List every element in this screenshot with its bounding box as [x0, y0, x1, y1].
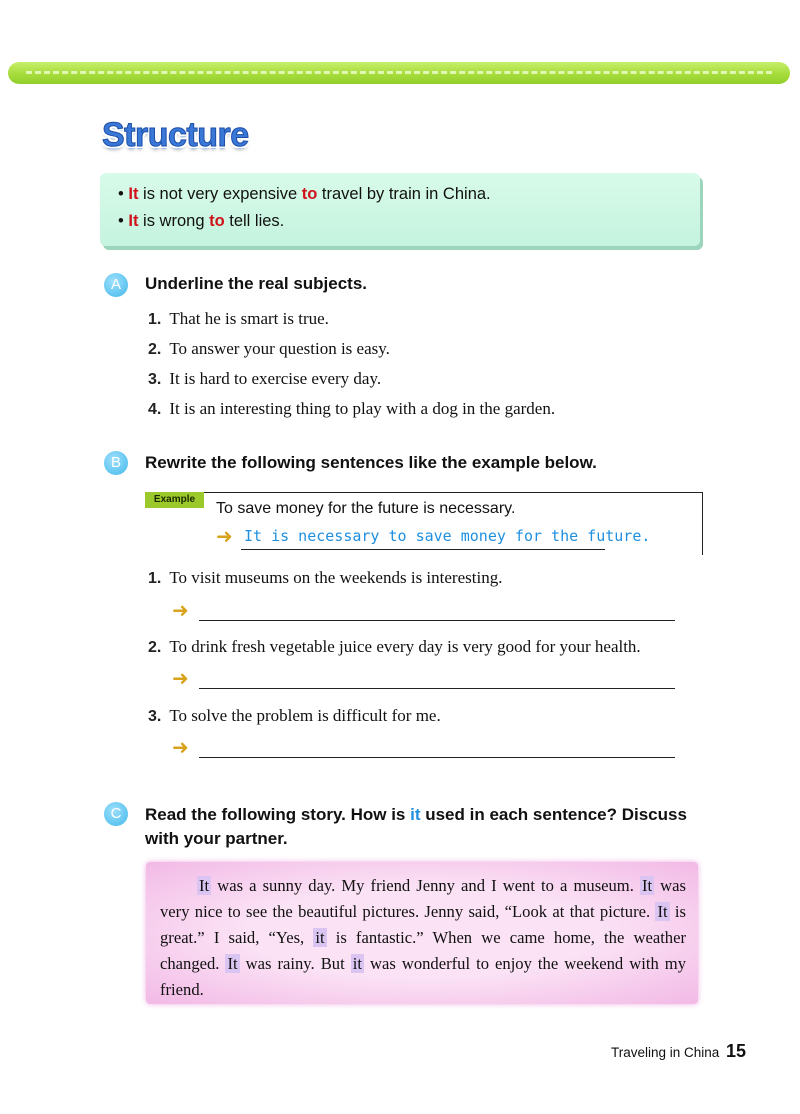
- structure-text: is not very expensive: [138, 185, 302, 203]
- example-label: Example: [145, 492, 204, 508]
- arrow-icon: ➜: [172, 668, 189, 690]
- answer-line[interactable]: [199, 757, 675, 758]
- item-number: 3.: [148, 708, 162, 725]
- list-item: [148, 309, 329, 329]
- arrow-icon: ➜: [172, 737, 189, 759]
- keyword-to: to: [301, 185, 318, 203]
- example-sentence: To save money for the future is necessary.: [216, 500, 516, 517]
- highlight-it: It: [199, 876, 210, 895]
- section-a-badge: A: [104, 273, 128, 297]
- keyword-it: It: [128, 185, 139, 203]
- list-item: [148, 637, 641, 657]
- footer-chapter: Traveling in China: [611, 1045, 720, 1060]
- highlight-it: it: [315, 928, 325, 947]
- story-text: [160, 873, 686, 1003]
- list-item: [148, 339, 390, 359]
- arrow-icon: ➜: [172, 600, 189, 622]
- section-c-title-text: used in each sentence? Discuss: [420, 805, 687, 824]
- highlight-it: It: [641, 876, 653, 895]
- section-b-title: Rewrite the following sentences like the example below.: [145, 453, 597, 472]
- structure-line-2: [118, 212, 284, 231]
- section-c-badge: C: [104, 802, 128, 826]
- story-segment: was very nice to see the beautiful pictures. Jenny said, “Look at that picture.: [160, 876, 686, 921]
- section-b-badge: B: [104, 451, 128, 475]
- list-item: [148, 399, 555, 419]
- section-a-title: Underline the real subjects.: [145, 274, 368, 293]
- bullet: •: [118, 212, 124, 230]
- item-text: To solve the problem is difficult for me.: [169, 706, 441, 725]
- item-number: 3.: [148, 371, 162, 388]
- item-text: It is an interesting thing to play with a dog in the garden.: [169, 399, 556, 418]
- bullet: •: [118, 185, 124, 203]
- item-text: To drink fresh vegetable juice every day is very good for your health.: [169, 637, 641, 656]
- list-item: [148, 369, 381, 389]
- example-answer: It is necessary to save money for the future.: [244, 527, 651, 545]
- story-segment: is great.” I said, “Yes,: [160, 902, 687, 947]
- item-number: 1.: [148, 570, 162, 587]
- structure-text: tell lies.: [224, 212, 285, 230]
- structure-text: is wrong: [138, 212, 210, 230]
- item-number: 4.: [148, 401, 162, 418]
- section-c-title: [145, 803, 725, 851]
- highlight-it: It: [227, 954, 238, 973]
- arrow-icon: ➜: [216, 526, 233, 548]
- item-number: 2.: [148, 639, 162, 656]
- story-segment: was a sunny day. My friend Jenny and I went to a museum.: [211, 876, 640, 895]
- top-decorative-band: [8, 62, 790, 84]
- item-number: 2.: [148, 341, 162, 358]
- item-text: To visit museums on the weekends is interesting.: [169, 568, 503, 587]
- keyword-to: to: [209, 212, 225, 230]
- list-item: [148, 706, 441, 726]
- item-text: To answer your question is easy.: [169, 339, 390, 358]
- keyword-it: it: [410, 805, 421, 824]
- item-text: That he is smart is true.: [169, 309, 329, 328]
- story-segment: is fantastic.” When we came home, the weather changed.: [160, 928, 686, 973]
- story-segment: was rainy. But: [239, 954, 351, 973]
- item-text: It is hard to exercise every day.: [169, 369, 382, 388]
- page-title: Structure: [102, 116, 249, 154]
- structure-box: [100, 173, 700, 246]
- structure-line-1: [118, 185, 491, 204]
- item-number: 1.: [148, 311, 162, 328]
- example-answer-line: [241, 549, 605, 550]
- keyword-it: It: [128, 212, 139, 230]
- section-c-title-text: with your partner.: [145, 829, 288, 848]
- structure-text: travel by train in China.: [317, 185, 491, 203]
- page-number: 15: [726, 1041, 747, 1061]
- highlight-it: it: [352, 954, 362, 973]
- section-c-title-text: Read the following story. How is: [145, 805, 411, 824]
- story-segment: was wonderful to enjoy the weekend with my friend.: [160, 954, 686, 999]
- answer-line[interactable]: [199, 620, 675, 621]
- highlight-it: It: [657, 902, 668, 921]
- list-item: [148, 568, 502, 588]
- answer-line[interactable]: [199, 688, 675, 689]
